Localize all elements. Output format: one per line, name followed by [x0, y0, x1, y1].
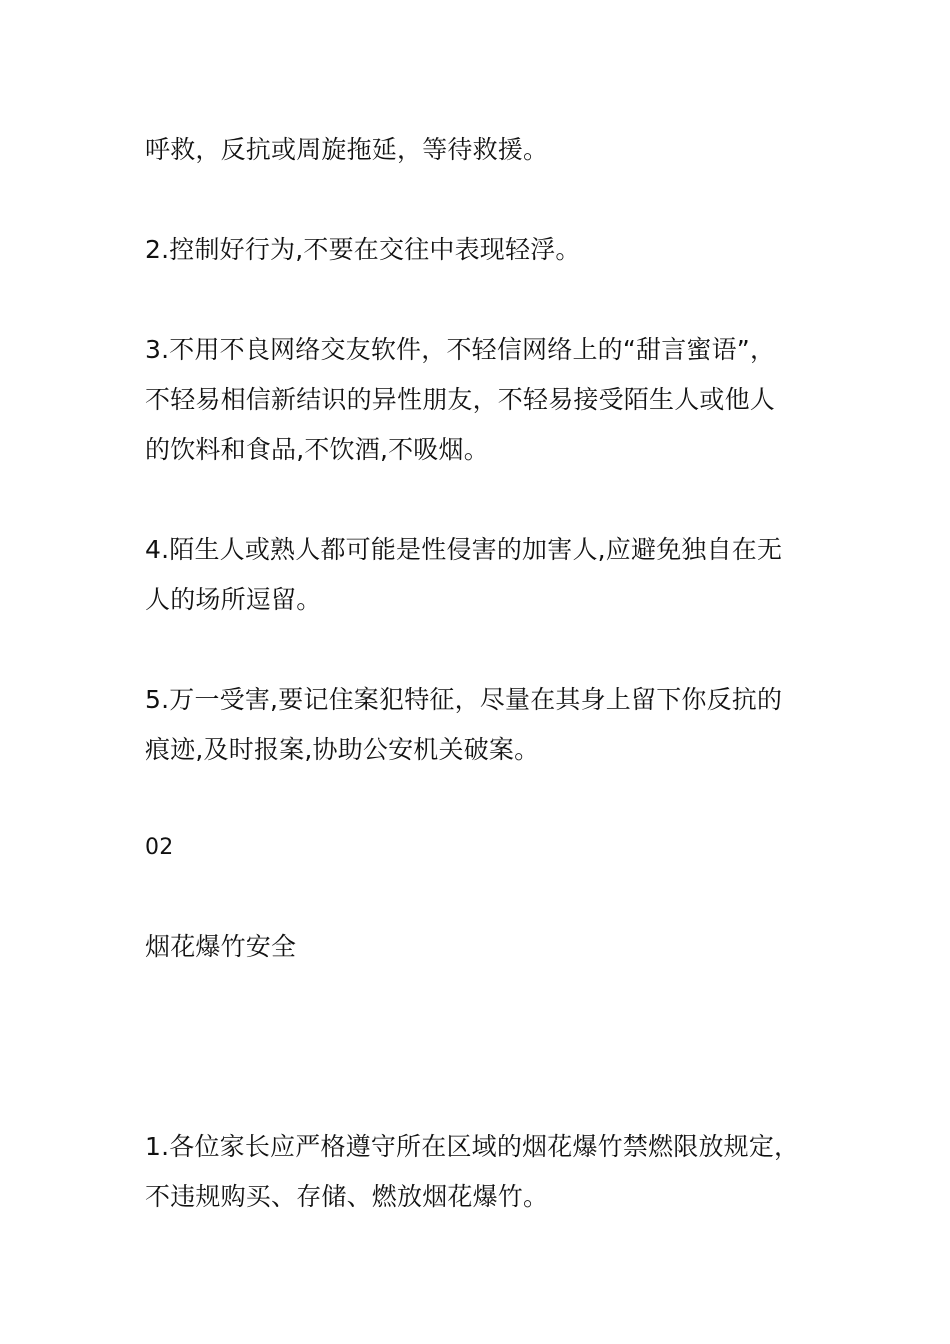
paragraph-line: 5.万一受害,要记住案犯特征，尽量在其身上留下你反抗的: [145, 685, 783, 714]
paragraph-line: 痕迹,及时报案,协助公安机关破案。: [145, 735, 540, 764]
paragraph-line: 不轻易相信新结识的异性朋友，不轻易接受陌生人或他人: [145, 385, 776, 414]
paragraph-line: 的饮料和食品,不饮酒,不吸烟。: [145, 435, 489, 464]
section-number: 02: [145, 835, 174, 860]
section-title: 烟花爆竹安全: [145, 932, 297, 961]
paragraph-line: 不违规购买、存储、燃放烟花爆竹。: [145, 1182, 549, 1211]
paragraph-line: 呼救，反抗或周旋拖延，等待救援。: [145, 135, 549, 164]
paragraph-line: 3.不用不良网络交友软件，不轻信网络上的“甜言蜜语”，: [145, 335, 776, 364]
paragraph-line: 2.控制好行为,不要在交往中表现轻浮。: [145, 235, 581, 264]
paragraph-line: 人的场所逗留。: [145, 585, 322, 614]
paragraph-line: 1.各位家长应严格遵守所在区域的烟花爆竹禁燃限放规定，: [145, 1132, 800, 1161]
paragraph-line: 4.陌生人或熟人都可能是性侵害的加害人,应避免独自在无: [145, 535, 783, 564]
